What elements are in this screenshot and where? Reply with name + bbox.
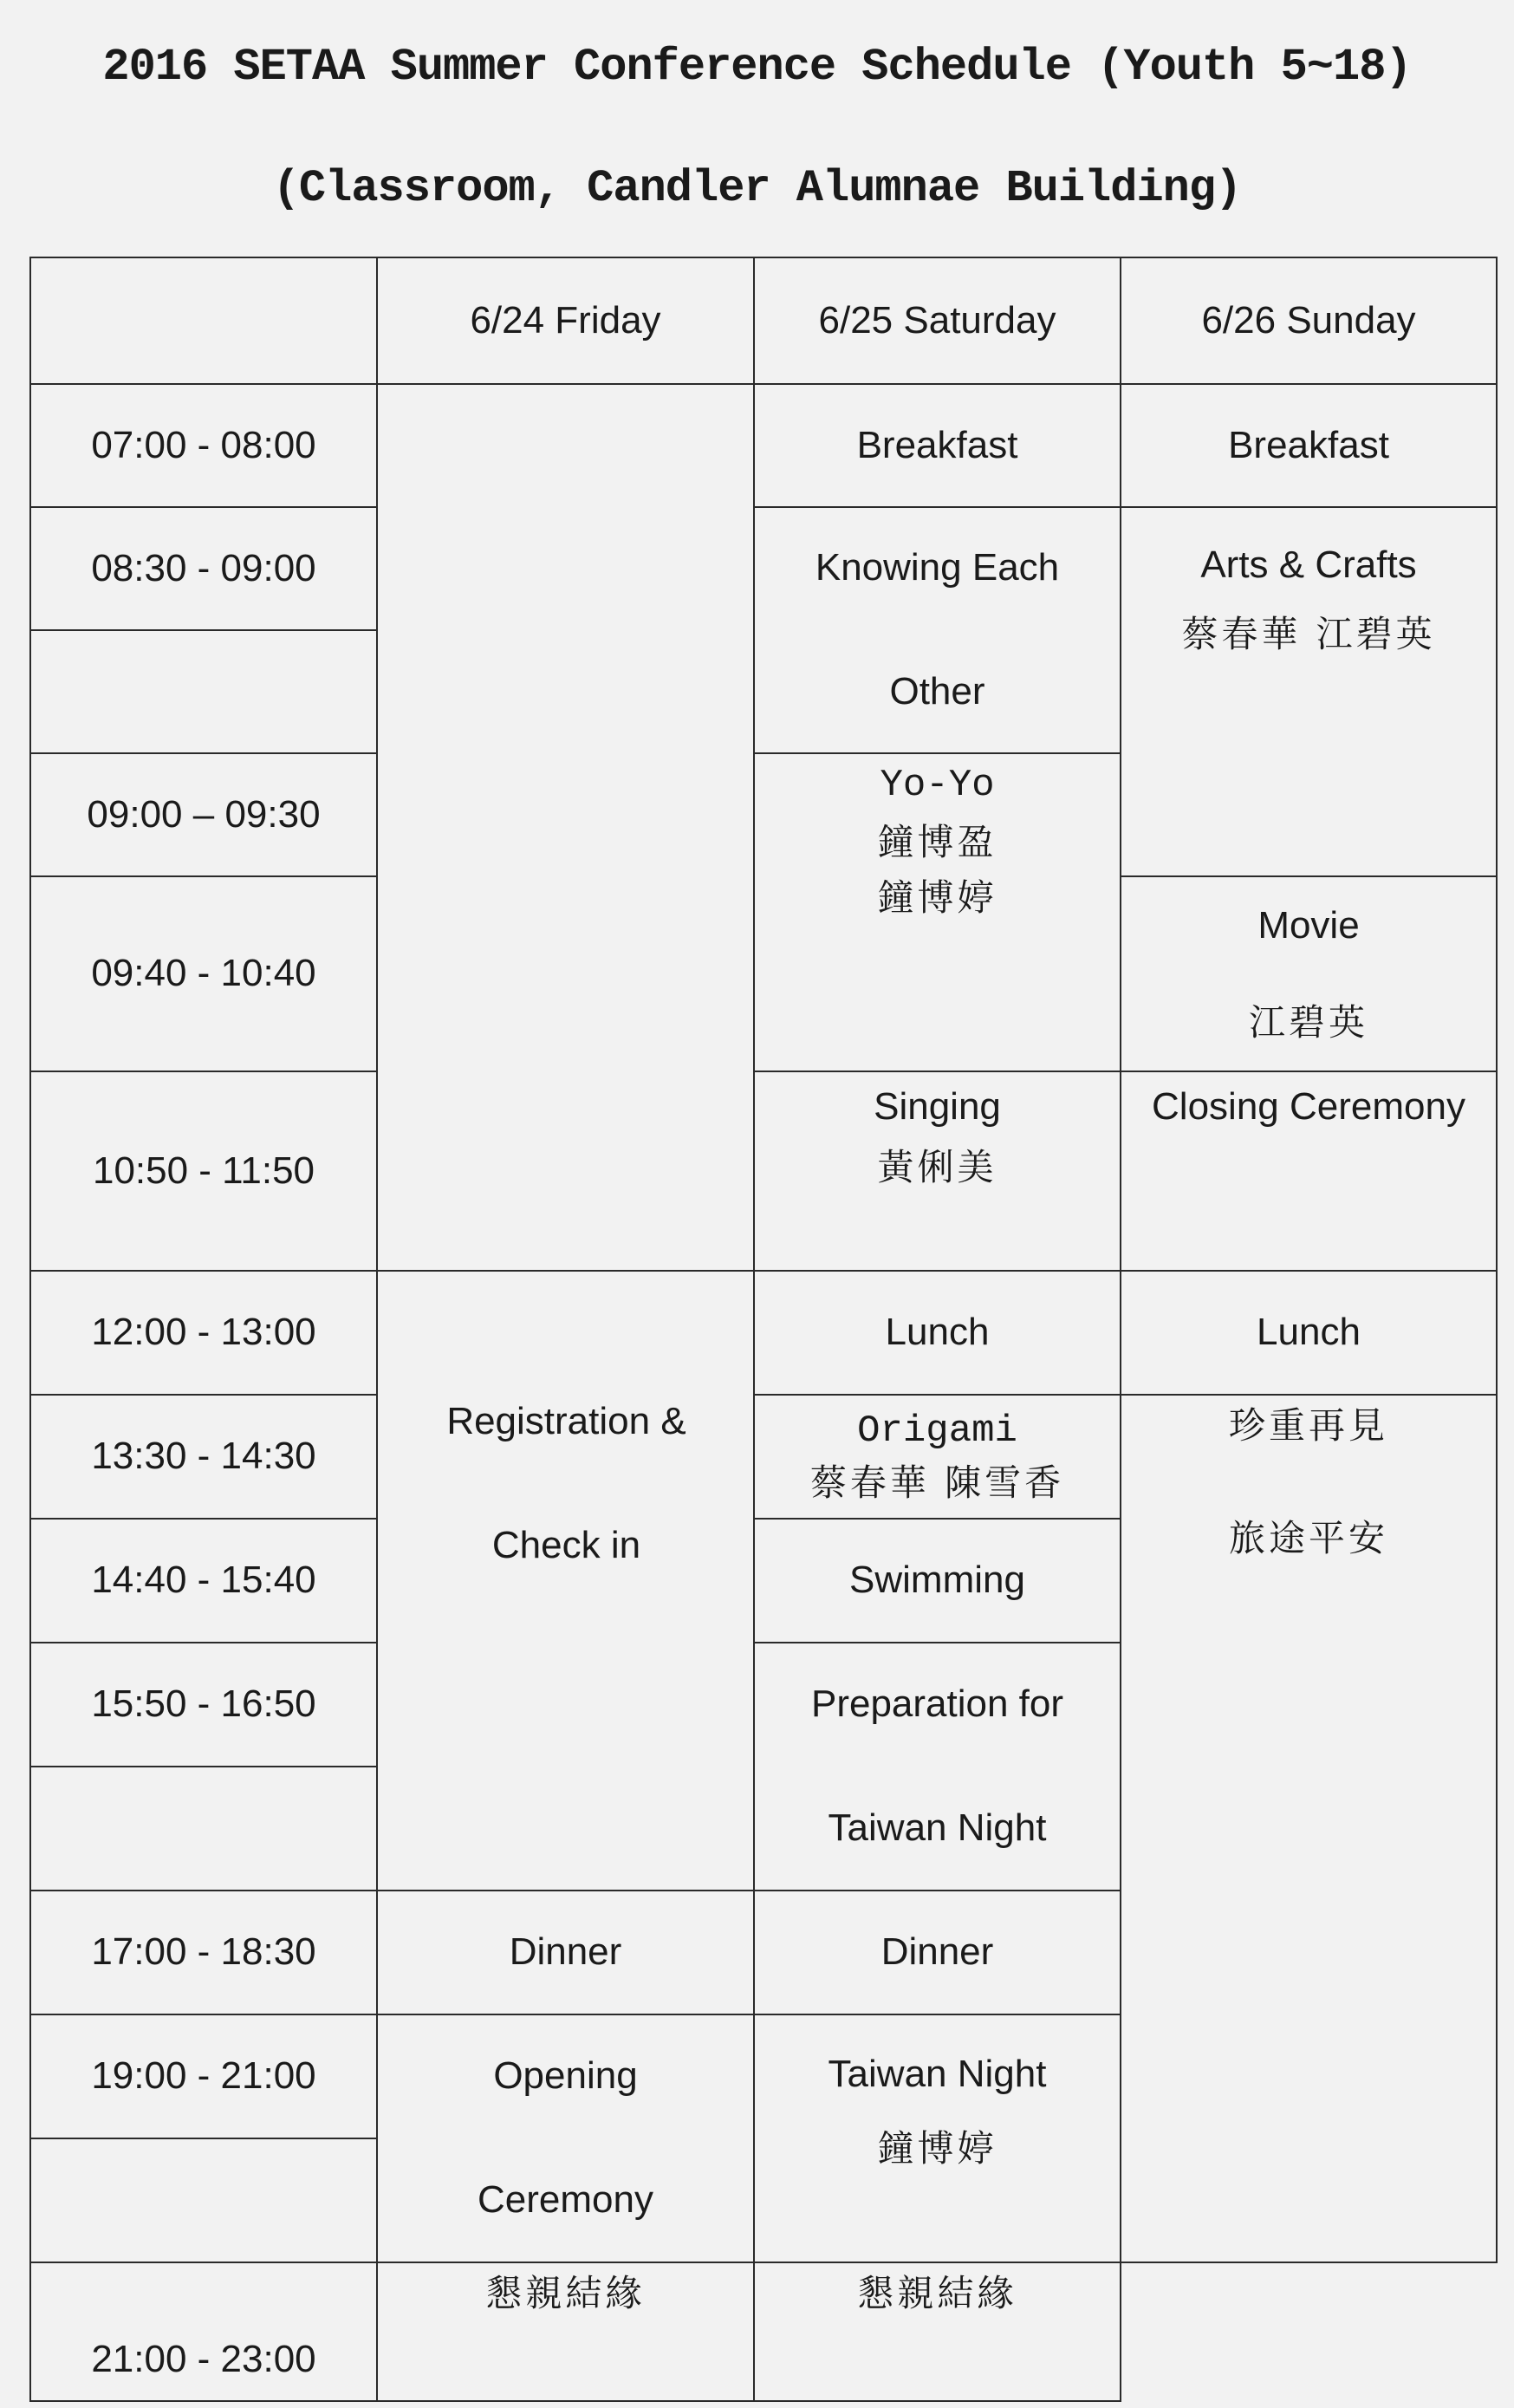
- sat-preparation: [754, 1643, 1121, 1891]
- page-subtitle: (Classroom, Candler Alumnae Building): [272, 163, 1242, 214]
- time-cell: 13:30 - 14:30: [30, 1395, 377, 1519]
- sat-swimming: Swimming: [754, 1519, 1121, 1643]
- fri-fellowship: [377, 2262, 754, 2401]
- sat-lunch: Lunch: [754, 1271, 1121, 1395]
- sun-movie-teacher: 江碧英: [1248, 1000, 1368, 1044]
- time-cell: 07:00 - 08:00: [30, 384, 377, 507]
- friday-empty-midday: [377, 1271, 754, 1891]
- sun-arts-label: Arts & Crafts: [1200, 543, 1417, 586]
- time-cell-empty: [30, 630, 377, 753]
- sat-yoyo-teacher-2: 鐘博婷: [877, 876, 997, 920]
- sat-taiwan-night-teacher: 鐘博婷: [877, 2126, 997, 2170]
- sat-origami-teachers: 蔡春華 陳雪香: [809, 1461, 1065, 1504]
- sat-singing-label: Singing: [874, 1085, 1001, 1128]
- sun-lunch: Lunch: [1121, 1271, 1497, 1395]
- fri-dinner: Dinner: [377, 1891, 754, 2014]
- table-row: [30, 1271, 1497, 1395]
- sat-prep-line2: Taiwan Night: [828, 1806, 1047, 1849]
- sat-knowing-line2: Other: [889, 670, 985, 713]
- sun-arts-crafts: [1121, 507, 1497, 876]
- header-row: [30, 257, 1497, 384]
- sat-knowing-line1: Knowing Each: [815, 546, 1060, 589]
- time-cell: 09:40 - 10:40: [30, 876, 377, 1071]
- sun-closing: Closing Ceremony: [1121, 1071, 1497, 1271]
- day-header-sunday: 6/26 Sunday: [1121, 257, 1497, 384]
- sat-singing: [754, 1071, 1121, 1271]
- table-row: [30, 2262, 1497, 2401]
- sat-origami: [754, 1395, 1121, 1519]
- fri-registration: [378, 1398, 755, 1568]
- time-cell-empty: [30, 1767, 377, 1891]
- time-cell: 19:00 - 21:00: [30, 2014, 377, 2138]
- friday-empty-morning: [377, 384, 754, 1271]
- sat-yoyo-teacher-1: 鐘博盈: [877, 820, 997, 863]
- time-cell: 09:00 – 09:30: [30, 753, 377, 876]
- sat-fellowship: [754, 2262, 1121, 2401]
- time-cell: 21:00 - 23:00: [30, 2262, 377, 2401]
- sun-farewell-line2: 旅途平安: [1228, 1517, 1388, 1560]
- schedule-table: [29, 257, 1498, 2402]
- sat-yoyo-label: Yo-Yo: [880, 764, 995, 807]
- sat-origami-label: Origami: [857, 1409, 1017, 1453]
- sat-knowing-each-other: [754, 507, 1121, 753]
- sat-yoyo: [754, 753, 1121, 1071]
- corner-cell: [30, 257, 377, 384]
- sat-prep-line1: Preparation for: [810, 1682, 1064, 1726]
- time-cell: 15:50 - 16:50: [30, 1643, 377, 1767]
- day-header-saturday: 6/25 Saturday: [754, 257, 1121, 384]
- sat-singing-teacher: 黃俐美: [877, 1145, 997, 1188]
- sat-dinner: Dinner: [754, 1891, 1121, 2014]
- sat-fellowship-label: 懇親結緣: [857, 2272, 1017, 2314]
- sat-taiwan-night-label: Taiwan Night: [828, 2053, 1047, 2095]
- fri-opening-ceremony: [377, 2014, 754, 2262]
- table-row: [30, 1395, 1497, 1519]
- time-cell: 14:40 - 15:40: [30, 1519, 377, 1643]
- fri-opening-line2: Ceremony: [478, 2178, 653, 2221]
- table-row: [30, 507, 1497, 630]
- time-cell: 08:30 - 09:00: [30, 507, 377, 630]
- time-cell-empty: [30, 2138, 377, 2262]
- time-cell: 17:00 - 18:30: [30, 1891, 377, 2014]
- sat-taiwan-night: [754, 2014, 1121, 2262]
- table-row: [30, 1071, 1497, 1271]
- sun-arts-teachers: 蔡春華 江碧英: [1181, 612, 1436, 655]
- fri-registration-line1: Registration &: [446, 1400, 686, 1442]
- sun-breakfast: Breakfast: [1121, 384, 1497, 507]
- sun-farewell: [1121, 1395, 1497, 2262]
- day-header-friday: 6/24 Friday: [377, 257, 754, 384]
- time-cell: 10:50 - 11:50: [30, 1071, 377, 1271]
- fri-registration-line2: Check in: [491, 1524, 641, 1566]
- fri-fellowship-label: 懇親結緣: [485, 2272, 646, 2314]
- fri-opening-line1: Opening: [493, 2054, 638, 2098]
- sat-breakfast: Breakfast: [754, 384, 1121, 507]
- time-cell: 12:00 - 13:00: [30, 1271, 377, 1395]
- page-title: 2016 SETAA Summer Conference Schedule (Youth 5~18): [102, 42, 1412, 93]
- table-row: [30, 384, 1497, 507]
- sun-farewell-line1: 珍重再見: [1228, 1404, 1388, 1447]
- sun-movie: [1121, 876, 1497, 1071]
- sun-movie-label: Movie: [1257, 903, 1360, 947]
